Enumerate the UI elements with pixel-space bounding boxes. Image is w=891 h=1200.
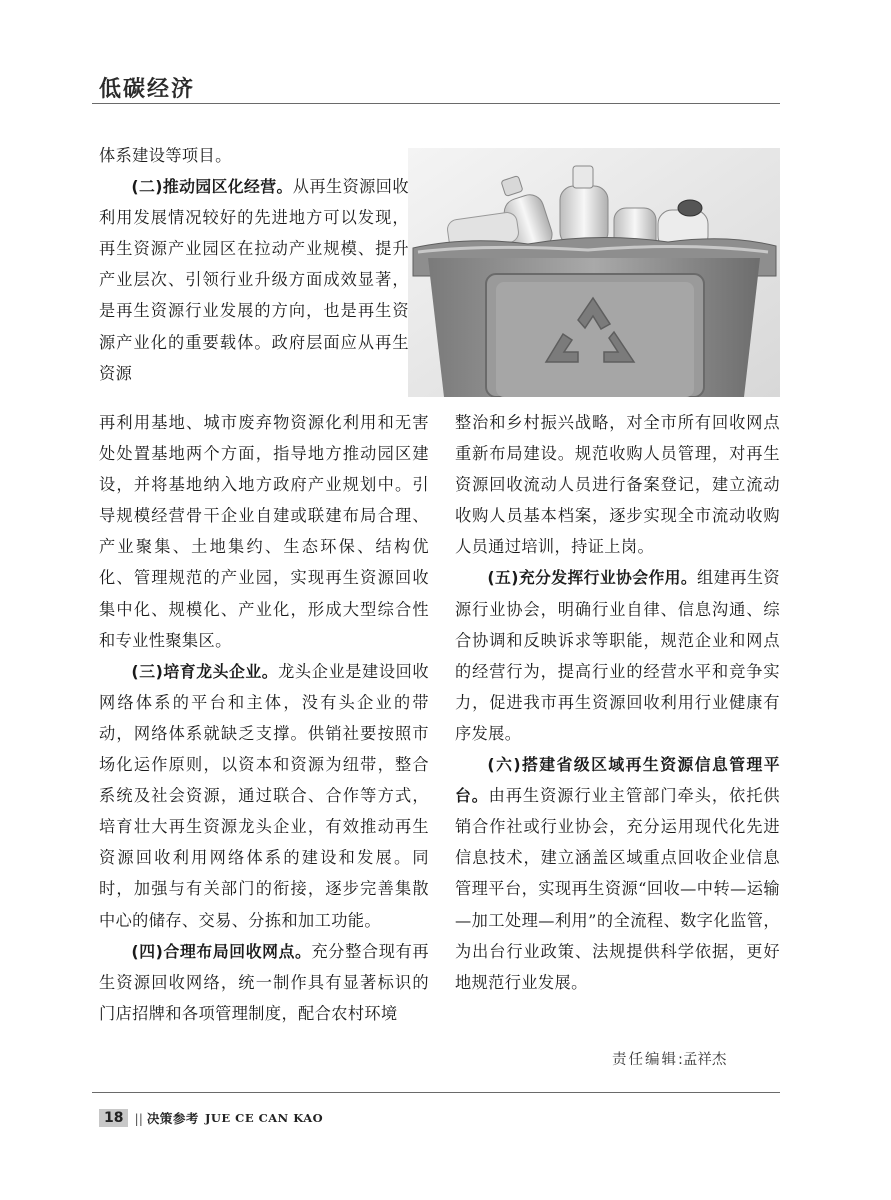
paragraph [455, 562, 780, 749]
paragraph-text: 充分整合现有再生资源回收网络，统一制作具有显著标识的门店招牌和各项管理制度，配合农村环境 [99, 941, 429, 1023]
editor-name: 孟祥杰 [682, 1052, 727, 1068]
footer-divider [92, 1092, 780, 1093]
paragraph-text: 龙头企业是建设回收网络体系的平台和主体，没有头企业的带动，网络体系就缺乏支撑。供销社要按照市场化运作原则，以资本和资源为纽带，整合系统及社会资源，通过联合、合作等方式，培育壮大再生资源龙头企业，有效推动再生资源回收利用网络体系的建设和发展。同时，加强与有关部门的衔接，逐步完善集散中心的储存、交易、分拣和加工功能。 [99, 661, 429, 930]
journal-name: 决策参考 [146, 1111, 199, 1126]
section-heading: (三)培育龙头企业。 [131, 661, 279, 681]
section-title: 低碳经济 [99, 77, 196, 102]
paragraph [99, 936, 429, 1029]
paragraph-text: 由再生资源行业主管部门牵头，依托供销合作社或行业协会，充分运用现代化先进信息技术，建立涵盖区域重点回收企业信息管理平台，实现再生资源“回收—中转—运输—加工处理—利用”的全流程、数字化监管，为出台行业政策、法规提供科学依据，更好地规范行业发展。 [455, 786, 780, 992]
paragraph [455, 749, 780, 998]
column-right [455, 407, 780, 998]
header-divider [92, 103, 780, 104]
page-number: 18 [99, 1109, 128, 1127]
editor-label: 责任编辑 [612, 1052, 678, 1068]
paragraph: 再利用基地、城市废弃物资源化利用和无害处处置基地两个方面，指导地方推动园区建设，并将基地纳入地方政府产业规划中。引导规模经营骨干企业自建或联建布局合理、产业聚集、土地集约、生态环保、结构优化、管理规范的产业园，实现再生资源回收集中化、规模化、产业化，形成大型综合性和专业性聚集区。 [99, 413, 429, 650]
journal-name-pinyin: JUE CE CAN KAO [204, 1111, 324, 1125]
paragraph-text: 从再生资源回收利用发展情况较好的先进地方可以发现，再生资源产业园区在拉动产业规模、提升产业层次、引领行业升级方面成效显著，是再生资源行业发展的方向，也是再生资源产业化的重要载体。政府层面应从再生资源 [99, 177, 409, 383]
recycle-bin-photo [408, 148, 780, 397]
section-heading: (四)合理布局回收网点。 [131, 941, 312, 961]
column-left-upper [99, 140, 409, 389]
paragraph [99, 171, 409, 389]
paragraph: 整治和乡村振兴战略，对全市所有回收网点重新布局建设。规范收购人员管理，对再生资源回收流动人员进行备案登记，建立流动收购人员基本档案，逐步实现全市流动收购人员通过培训，持证上岗。 [455, 413, 780, 557]
recycle-bin-illustration [408, 148, 780, 397]
footer-separator: || [134, 1110, 143, 1126]
page-footer [99, 1107, 323, 1129]
paragraph [99, 656, 429, 936]
column-left-lower [99, 407, 429, 1029]
responsible-editor [612, 1048, 726, 1069]
paragraph-text: 组建再生资源行业协会，明确行业自律、信息沟通、综合协调和反映诉求等职能，规范企业和网点的经营行为，提高行业的经营水平和竞争实力，促进我市再生资源回收利用行业健康有序发展。 [455, 568, 780, 743]
editor-separator: : [678, 1052, 683, 1068]
section-heading: (六)搭建省级区域再生资源信息管理平台。 [455, 755, 780, 806]
section-heading: (二)推动园区化经营。 [131, 177, 293, 197]
section-heading: (五)充分发挥行业协会作用。 [487, 568, 698, 588]
paragraph: 体系建设等项目。 [99, 146, 232, 165]
